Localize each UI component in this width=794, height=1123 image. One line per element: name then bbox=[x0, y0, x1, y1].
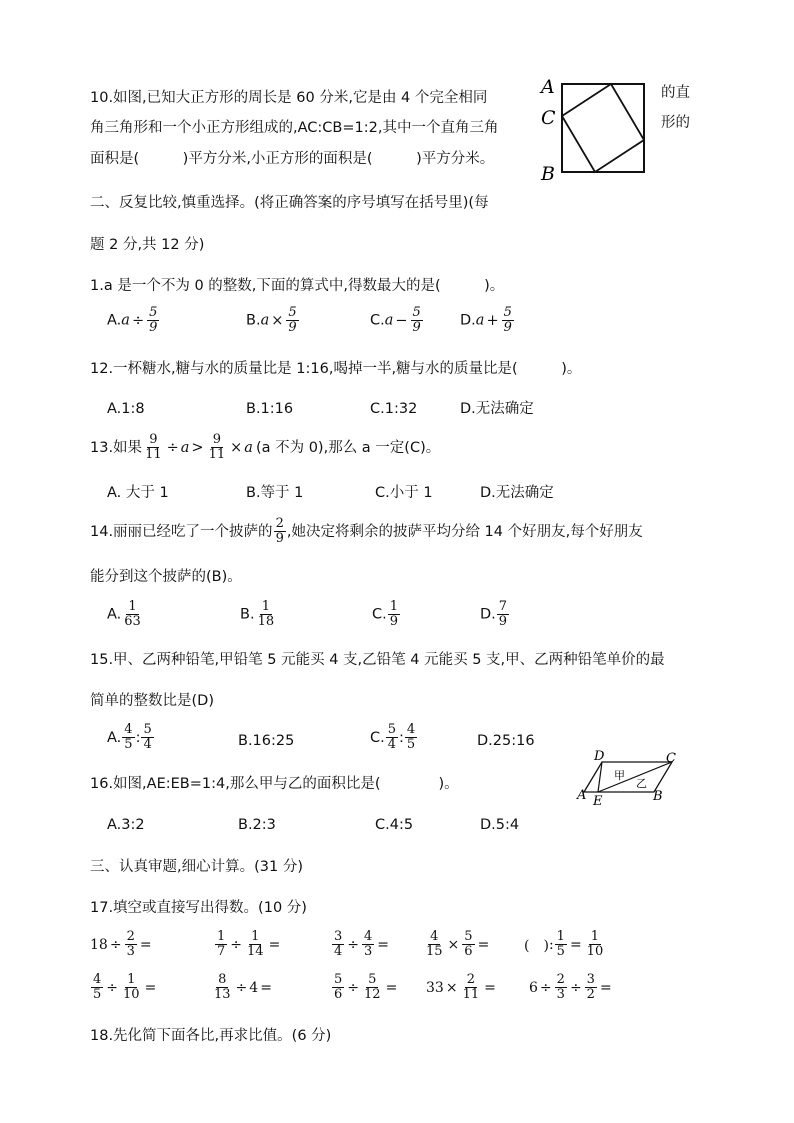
q14-option-d: D. $\frac{7}{9}$ bbox=[480, 599, 508, 629]
q11-option-c: C.a − $\frac{5}{9}$ bbox=[370, 305, 421, 335]
answer-blank[interactable]: ( ) bbox=[524, 937, 549, 954]
q17-r2c2: $\frac{8}{13}$ ÷ 4 = bbox=[214, 972, 272, 1002]
q14-stem: 14.丽丽已经吃了一个披萨的 2 9 ,她决定将剩余的披萨平均分给 14 个好朋友,每个好朋友 bbox=[90, 516, 643, 546]
q11-option-d: D.a + $\frac{5}{9}$ bbox=[460, 305, 512, 335]
big-square bbox=[562, 84, 644, 172]
q11-option-b: B.a × $\frac{5}{9}$ bbox=[246, 305, 297, 335]
q10-line1: 10.如图,已知大正方形的周长是 60 分米,它是由 4 个完全相同 bbox=[90, 90, 488, 106]
label-e: E bbox=[593, 794, 603, 808]
section2-heading-line1: 二、反复比较,慎重选择。(将正确答案的序号填写在括号里)(每 bbox=[90, 195, 489, 211]
q15-option-d: D.25:16 bbox=[477, 733, 535, 749]
q17-r1c2: $\frac{1}{7}$ ÷ $\frac{1}{14}$ = bbox=[217, 929, 281, 959]
label-jia: 甲 bbox=[614, 769, 625, 782]
q17-r1c5: ( ) : $\frac{1}{5}$ = $\frac{1}{10}$ bbox=[524, 929, 604, 959]
q10-line2-tail: 形的 bbox=[661, 115, 690, 131]
label-b: B bbox=[653, 789, 663, 804]
q12-option-a: A.1:8 bbox=[107, 401, 145, 417]
q16-option-d: D.5:4 bbox=[480, 817, 520, 833]
q10-line3: 面积是( )平方分米,小正方形的面积是( )平方分米。 bbox=[90, 151, 495, 167]
label-yi: 乙 bbox=[636, 777, 647, 790]
q16-option-a: A.3:2 bbox=[107, 817, 145, 833]
q16-stem: 16.如图,AE:EB=1:4,那么甲与乙的面积比是( )。 bbox=[90, 776, 459, 792]
q13-option-a: A. 大于 1 bbox=[107, 485, 169, 501]
label-d: D bbox=[594, 749, 605, 764]
q17-r2c5: 6 ÷ $\frac{2}{3}$ ÷ $\frac{3}{2}$ = bbox=[529, 972, 612, 1002]
q11-option-a: A.a ÷ $\frac{5}{9}$ bbox=[107, 305, 158, 335]
label-a: A bbox=[577, 788, 587, 803]
label-a: A bbox=[541, 76, 555, 98]
q14-line2: 能分到这个披萨的(B)。 bbox=[90, 569, 242, 585]
q17-r1c4: $\frac{4}{15}$ × $\frac{5}{6}$ = bbox=[426, 929, 490, 959]
section3-heading: 三、认真审题,细心计算。(31 分) bbox=[90, 859, 303, 875]
section2-heading-line2: 题 2 分,共 12 分) bbox=[90, 237, 205, 253]
parallelogram bbox=[584, 762, 672, 792]
q17-r2c1: $\frac{4}{5}$ ÷ $\frac{1}{10}$ = bbox=[93, 972, 157, 1002]
q17-stem: 17.填空或直接写出得数。(10 分) bbox=[90, 900, 307, 916]
q13-option-b: B.等于 1 bbox=[246, 485, 304, 501]
q12-stem: 12.一杯糖水,糖与水的质量比是 1:16,喝掉一半,糖与水的质量比是( )。 bbox=[90, 361, 582, 377]
small-square bbox=[562, 84, 644, 172]
q14-option-a: A. $\frac{1}{63}$ bbox=[107, 599, 141, 629]
q17-r1c1: 18 ÷ $\frac{2}{3}$ = bbox=[90, 929, 152, 959]
q17-r2c4: 33 × $\frac{2}{11}$ = bbox=[426, 972, 496, 1002]
label-b: B bbox=[541, 163, 555, 184]
segment-ec bbox=[598, 762, 672, 792]
q13-stem: 13.如果 $\frac{9}{11}$ ÷ a > $\frac{9}{11}$ × a (a 不为 0),那么 a 一定(C)。 bbox=[90, 432, 441, 462]
q14-option-c: C. $\frac{1}{9}$ bbox=[372, 599, 399, 629]
q10-line2: 角三角形和一个小正方形组成的,AC:CB=1:2,其中一个直角三角 bbox=[90, 120, 499, 136]
q12-option-d: D.无法确定 bbox=[460, 401, 534, 417]
q17-r1c3: $\frac{3}{4}$ ÷ $\frac{4}{3}$ = bbox=[334, 929, 390, 959]
q16-option-b: B.2:3 bbox=[238, 817, 276, 833]
q17-r2c3: $\frac{5}{6}$ ÷ $\frac{5}{12}$ = bbox=[334, 972, 398, 1002]
q12-option-b: B.1:16 bbox=[246, 401, 294, 417]
label-c: C bbox=[666, 751, 676, 766]
q15-line1: 15.甲、乙两种铅笔,甲铅笔 5 元能买 4 支,乙铅笔 4 元能买 5 支,甲、乙两种铅笔单价的最 bbox=[90, 652, 665, 668]
q15-option-a: A. 4 5 : 5 4 bbox=[107, 722, 152, 752]
q15-option-b: B.16:25 bbox=[238, 733, 295, 749]
q16-option-c: C.4:5 bbox=[375, 817, 414, 833]
q18-stem: 18.先化简下面各比,再求比值。(6 分) bbox=[90, 1028, 332, 1044]
q12-option-c: C.1:32 bbox=[370, 401, 418, 417]
q15-line2: 简单的整数比是(D) bbox=[90, 693, 214, 709]
parallelogram-figure bbox=[576, 746, 686, 808]
q13-option-d: D.无法确定 bbox=[480, 485, 554, 501]
q13-option-c: C.小于 1 bbox=[375, 485, 433, 501]
q15-option-c: C. 5 4 : 4 5 bbox=[370, 722, 416, 752]
label-c: C bbox=[541, 107, 556, 129]
q10-line1-tail: 的直 bbox=[661, 85, 690, 101]
square-figure bbox=[538, 76, 658, 184]
q11-stem: 1.a 是一个不为 0 的整数,下面的算式中,得数最大的是( )。 bbox=[90, 278, 505, 294]
q14-option-b: B. $\frac{1}{18}$ bbox=[240, 599, 275, 629]
